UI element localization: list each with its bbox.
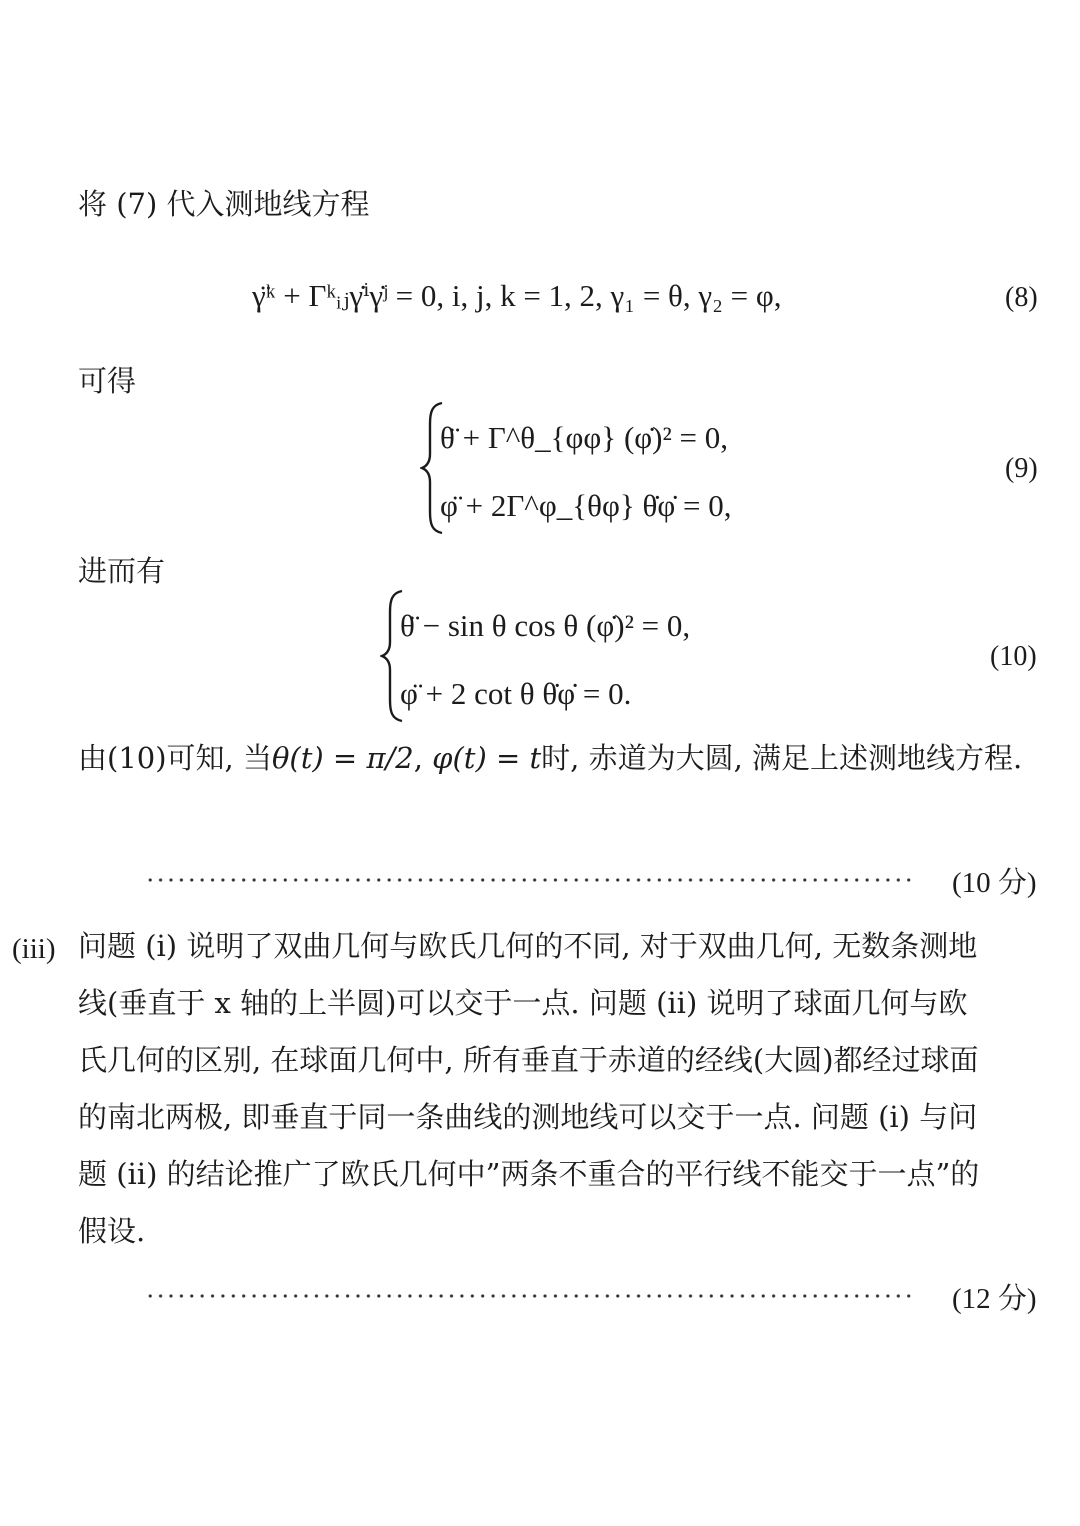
paragraph-line-5: 题 (ii) 的结论推广了欧氏几何中”两条不重合的平行线不能交于一点”的 (78, 1157, 980, 1191)
equation-9-row-2: φ̈ + 2Γ^φ_{θφ} θ̇φ̇ = 0, (440, 488, 732, 523)
equation-9-number: (9) (1005, 453, 1038, 484)
paragraph-line-2: 线(垂直于 x 轴的上半圆)可以交于一点. 问题 (ii) 说明了球面几何与欧 (78, 986, 968, 1020)
equation-10-number: (10) (990, 641, 1037, 672)
equation-10-row-1: θ̈ − sin θ cos θ (φ̇)² = 0, (400, 608, 691, 643)
dotted-leader (145, 877, 915, 883)
conclusion-separator: , (413, 741, 433, 775)
score-12: (12 分) (952, 1283, 1037, 1315)
equation-8 (252, 278, 782, 314)
item-iii-paragraph (78, 918, 1042, 1260)
equation-10-row-2: φ̈ + 2 cot θ θ̇φ̇ = 0. (400, 676, 632, 711)
condition-phi: φ(t) = t (432, 741, 542, 775)
equation-9-system (420, 400, 732, 540)
label-jinerr: 进而有 (78, 554, 166, 588)
paragraph-line-4: 的南北两极, 即垂直于同一条曲线的测地线可以交于一点. 问题 (i) 与问 (78, 1100, 978, 1134)
equation-8-expr: γ̈ᵏ + Γᵏᵢⱼγ̇ⁱγ̇ʲ = 0, i, j, k = 1, 2, γ₁ = θ, γ₂ = φ, (252, 278, 782, 313)
equation-10-system (380, 588, 740, 728)
score-10: (10 分) (952, 867, 1037, 899)
item-iii-label: (iii) (12, 933, 56, 965)
dotted-leader (145, 1293, 915, 1299)
equation-9-row-1: θ̈ + Γ^θ_{φφ} (φ̇)² = 0, (440, 420, 729, 455)
conclusion-part-2: 时, 赤道为大圆, 满足上述测地线方程. (541, 741, 1023, 775)
label-kede: 可得 (78, 364, 137, 398)
condition-theta: θ(t) = π/2 (271, 741, 414, 775)
conclusion-part-1: 由(10)可知, 当 (78, 741, 272, 775)
paragraph-line-1: 问题 (i) 说明了双曲几何与欧氏几何的不同, 对于双曲几何, 无数条测地 (78, 929, 978, 963)
paragraph-line-6: 假设. (78, 1214, 146, 1248)
equation-8-number: (8) (1005, 282, 1038, 313)
intro-text: 将 (7) 代入测地线方程 (78, 187, 370, 221)
conclusion-line (78, 741, 1023, 775)
paragraph-line-3: 氏几何的区别, 在球面几何中, 所有垂直于赤道的经线(大圆)都经过球面 (78, 1043, 979, 1077)
